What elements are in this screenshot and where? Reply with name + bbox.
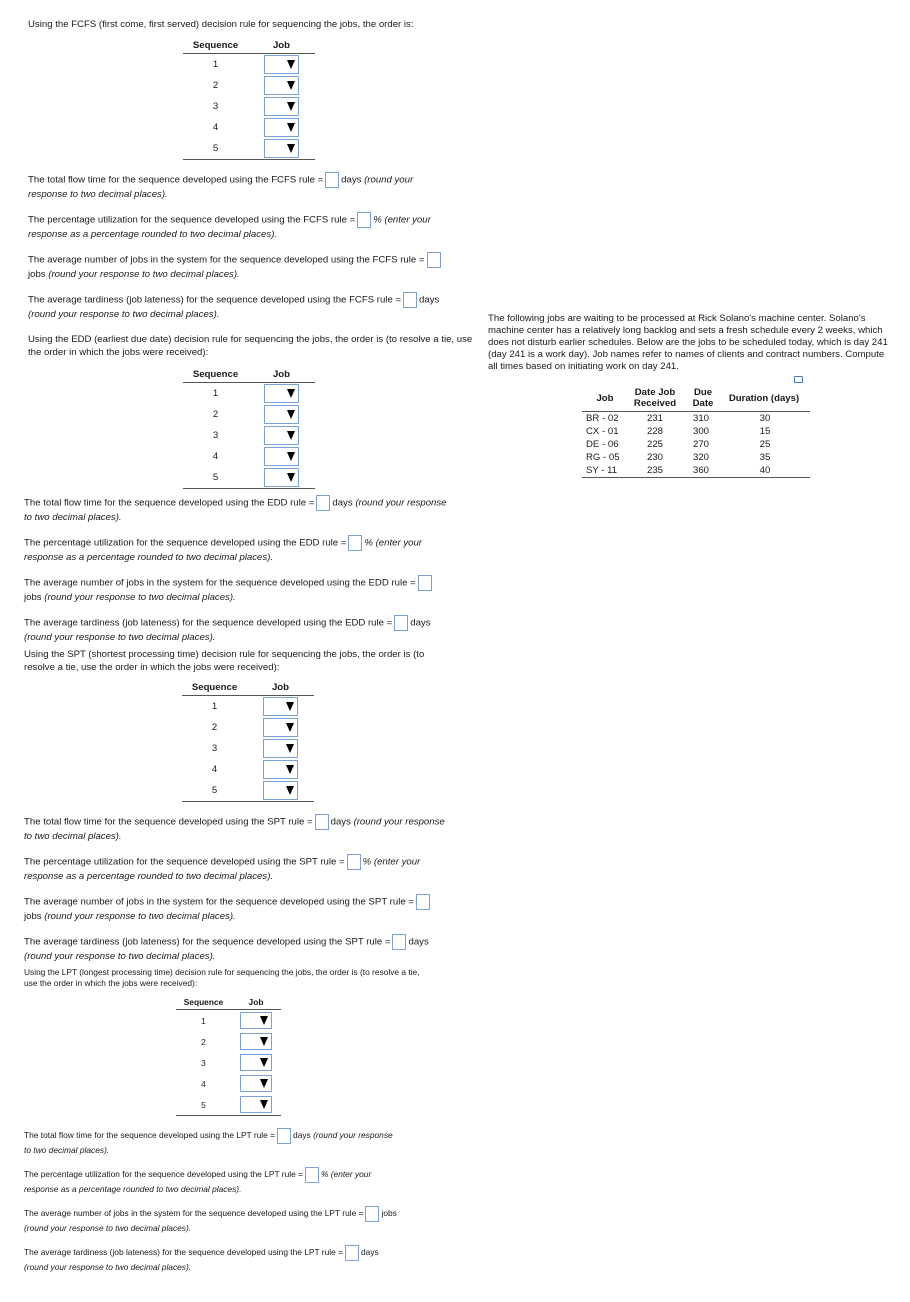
dropdown-arrow-icon xyxy=(287,452,295,461)
job-header: Job xyxy=(231,997,281,1010)
lpt-utilization-input[interactable] xyxy=(305,1167,319,1183)
sequence-number: 2 xyxy=(212,409,219,420)
sequence-number: 2 xyxy=(212,80,219,91)
sequence-number: 4 xyxy=(211,764,218,775)
problem-statement: The following jobs are waiting to be processed at Rick Solano's machine center. Solano's machine center has a relatively long backlog and sets a fresh schedule every 2 weeks, which does not disturb earlier schedules. Below are the jobs to be scheduled today, which is day 241 (day 241 is a work day). Job names refer to names of clients and contract numbers. Compute all times based on initiating work on day 241. xyxy=(488,313,888,372)
job-cell: SY - 11 xyxy=(582,464,628,478)
edd-tardiness-question: The average tardiness (job lateness) for the sequence developed using the EDD rule = days (round your response to two decimal places). xyxy=(24,615,476,645)
duration-cell: 30 xyxy=(759,413,771,424)
sequence-header: Sequence xyxy=(183,369,248,383)
dropdown-arrow-icon xyxy=(287,123,295,132)
sequence-number: 2 xyxy=(211,722,218,733)
fcfs-section xyxy=(28,18,478,322)
job-select[interactable] xyxy=(264,447,299,466)
fcfs-avg-jobs-input[interactable] xyxy=(427,252,441,268)
fcfs-avg-jobs-question: The average number of jobs in the system for the sequence developed using the FCFS rule = jobs (round your response to two decimal places). xyxy=(28,252,478,282)
edd-section xyxy=(24,333,476,645)
dropdown-arrow-icon xyxy=(287,102,295,111)
due-cell: 320 xyxy=(692,452,709,463)
job-header: Job xyxy=(247,682,314,696)
received-cell: 235 xyxy=(628,464,682,478)
spt-utilization-question: The percentage utilization for the sequence developed using the SPT rule = % (enter your response as a percentage rounded to two decimal places). xyxy=(24,854,454,884)
sequence-number: 1 xyxy=(201,1015,206,1026)
dropdown-arrow-icon xyxy=(287,410,295,419)
job-header: Job xyxy=(248,40,315,54)
fcfs-tardiness-input[interactable] xyxy=(403,292,417,308)
spt-tardiness-input[interactable] xyxy=(392,934,406,950)
sequence-number: 5 xyxy=(182,780,247,802)
spt-tardiness-question: The average tardiness (job lateness) for the sequence developed using the SPT rule = days (round your response to two decimal places). xyxy=(24,934,454,964)
lpt-tardiness-input[interactable] xyxy=(345,1245,359,1261)
edd-sequence-table xyxy=(183,369,315,489)
edd-flow-time-question: The total flow time for the sequence developed using the EDD rule = days (round your response to two decimal places). xyxy=(24,495,476,525)
job-select[interactable] xyxy=(264,468,299,487)
sequence-header: Sequence xyxy=(182,682,247,696)
spt-flow-time-input[interactable] xyxy=(315,814,329,830)
dropdown-arrow-icon xyxy=(286,744,294,753)
sequence-number: 1 xyxy=(212,59,219,70)
spt-flow-time-question: The total flow time for the sequence developed using the SPT rule = days (round your response to two decimal places). xyxy=(24,814,454,844)
sequence-number: 3 xyxy=(201,1057,206,1068)
duration-cell: 35 xyxy=(759,452,771,463)
received-cell: 231 xyxy=(646,413,663,424)
edd-flow-time-input[interactable] xyxy=(316,495,330,511)
lpt-avg-jobs-input[interactable] xyxy=(365,1206,379,1222)
job-cell: DE - 06 xyxy=(586,439,619,450)
spt-avg-jobs-question: The average number of jobs in the system for the sequence developed using the SPT rule = jobs (round your response to two decimal places). xyxy=(24,894,454,924)
sequence-number: 1 xyxy=(211,701,218,712)
fcfs-tardiness-question: The average tardiness (job lateness) for the sequence developed using the FCFS rule = days (round your response to two decimal places). xyxy=(28,292,478,322)
dropdown-arrow-icon xyxy=(260,1100,268,1109)
dropdown-arrow-icon xyxy=(287,389,295,398)
copy-data-icon[interactable] xyxy=(794,376,803,383)
lpt-utilization-question: The percentage utilization for the sequence developed using the LPT rule = % (enter your response as a percentage rounded to two decimal places). xyxy=(24,1167,424,1196)
sequence-number: 5 xyxy=(183,467,248,489)
dropdown-arrow-icon xyxy=(286,702,294,711)
dropdown-arrow-icon xyxy=(260,1037,268,1046)
lpt-tardiness-question: The average tardiness (job lateness) for the sequence developed using the LPT rule = days (round your response to two decimal places). xyxy=(24,1245,424,1274)
received-cell: 228 xyxy=(646,426,663,437)
duration-cell: 40 xyxy=(720,464,810,478)
job-select[interactable] xyxy=(263,760,298,779)
due-cell: 360 xyxy=(682,464,720,478)
edd-tardiness-input[interactable] xyxy=(394,615,408,631)
dropdown-arrow-icon xyxy=(286,723,294,732)
received-cell: 230 xyxy=(646,452,663,463)
job-cell: BR - 02 xyxy=(586,413,619,424)
job-select[interactable] xyxy=(240,1012,272,1029)
dropdown-arrow-icon xyxy=(286,765,294,774)
sequence-number: 4 xyxy=(212,122,219,133)
table-row xyxy=(582,438,810,451)
fcfs-flow-time-input[interactable] xyxy=(325,172,339,188)
due-cell: 310 xyxy=(692,413,709,424)
job-select[interactable] xyxy=(264,384,299,403)
sequence-number: 4 xyxy=(212,451,219,462)
lpt-intro: Using the LPT (longest processing time) decision rule for sequencing the jobs, the order is (to resolve a tie, use the order in which the jobs were received): xyxy=(24,967,420,988)
duration-cell: 15 xyxy=(759,426,771,437)
dropdown-arrow-icon xyxy=(287,81,295,90)
sequence-number: 5 xyxy=(176,1094,231,1116)
lpt-sequence-table xyxy=(176,997,281,1116)
fcfs-sequence-table xyxy=(183,40,315,160)
received-cell: 225 xyxy=(646,439,663,450)
duration-column-header: Duration (days) xyxy=(720,385,810,412)
sequence-number: 5 xyxy=(183,138,248,160)
dropdown-arrow-icon xyxy=(287,144,295,153)
spt-avg-jobs-input[interactable] xyxy=(416,894,430,910)
job-select[interactable] xyxy=(264,97,299,116)
job-select[interactable] xyxy=(264,55,299,74)
edd-avg-jobs-input[interactable] xyxy=(418,575,432,591)
jobs-table xyxy=(582,385,810,478)
duration-cell: 25 xyxy=(759,439,771,450)
job-select[interactable] xyxy=(264,139,299,158)
due-date-column-header: Due Date xyxy=(682,385,720,412)
lpt-avg-jobs-question: The average number of jobs in the system for the sequence developed using the LPT rule = jobs (round your response to two decimal places). xyxy=(24,1206,424,1235)
sequence-header: Sequence xyxy=(183,40,248,54)
fcfs-flow-time-question: The total flow time for the sequence developed using the FCFS rule = days (round your response to two decimal places). xyxy=(28,172,478,202)
dropdown-arrow-icon xyxy=(286,786,294,795)
dropdown-arrow-icon xyxy=(287,60,295,69)
fcfs-utilization-question: The percentage utilization for the sequence developed using the FCFS rule = % (enter your response as a percentage rounded to two decimal places). xyxy=(28,212,478,242)
job-select[interactable] xyxy=(263,718,298,737)
sequence-number: 4 xyxy=(201,1078,206,1089)
job-select[interactable] xyxy=(264,426,299,445)
dropdown-arrow-icon xyxy=(287,431,295,440)
table-row xyxy=(582,464,810,478)
job-select[interactable] xyxy=(263,739,298,758)
sequence-number: 1 xyxy=(212,388,219,399)
lpt-section xyxy=(24,967,424,1274)
job-select[interactable] xyxy=(264,76,299,95)
sequence-number: 3 xyxy=(211,743,218,754)
lpt-flow-time-question: The total flow time for the sequence developed using the LPT rule = days (round your response to two decimal places). xyxy=(24,1128,424,1157)
due-cell: 300 xyxy=(692,426,709,437)
job-select[interactable] xyxy=(240,1033,272,1050)
dropdown-arrow-icon xyxy=(260,1016,268,1025)
job-select[interactable] xyxy=(264,405,299,424)
problem-panel xyxy=(488,313,896,478)
job-select[interactable] xyxy=(240,1075,272,1092)
sequence-number: 3 xyxy=(212,430,219,441)
spt-intro: Using the SPT (shortest processing time) decision rule for sequencing the jobs, the order is (to resolve a tie, use the order in which the jobs were received): xyxy=(24,649,425,673)
table-row xyxy=(582,425,810,438)
fcfs-utilization-input[interactable] xyxy=(357,212,371,228)
spt-sequence-table xyxy=(182,682,314,802)
job-select[interactable] xyxy=(240,1054,272,1071)
job-header: Job xyxy=(248,369,315,383)
sequence-number: 3 xyxy=(212,101,219,112)
edd-avg-jobs-question: The average number of jobs in the system for the sequence developed using the EDD rule = jobs (round your response to two decimal places). xyxy=(24,575,476,605)
edd-utilization-input[interactable] xyxy=(348,535,362,551)
spt-section xyxy=(24,648,454,964)
due-cell: 270 xyxy=(692,439,709,450)
edd-intro: Using the EDD (earliest due date) decision rule for sequencing the jobs, the order is (to resolve a tie, use the order in which the jobs were received): xyxy=(28,334,473,358)
sequence-number: 2 xyxy=(201,1036,206,1047)
dropdown-arrow-icon xyxy=(287,473,295,482)
job-select[interactable] xyxy=(264,118,299,137)
job-cell: CX - 01 xyxy=(586,426,619,437)
sequence-header: Sequence xyxy=(176,997,231,1010)
lpt-flow-time-input[interactable] xyxy=(277,1128,291,1144)
spt-utilization-input[interactable] xyxy=(347,854,361,870)
job-cell: RG - 05 xyxy=(586,452,620,463)
edd-utilization-question: The percentage utilization for the sequence developed using the EDD rule = % (enter your response as a percentage rounded to two decimal places). xyxy=(24,535,476,565)
fcfs-intro: Using the FCFS (first come, first served) decision rule for sequencing the jobs, the order is: xyxy=(28,19,414,30)
job-select[interactable] xyxy=(263,697,298,716)
table-row xyxy=(582,412,810,426)
dropdown-arrow-icon xyxy=(260,1058,268,1067)
dropdown-arrow-icon xyxy=(260,1079,268,1088)
job-column-header: Job xyxy=(582,385,628,412)
table-row xyxy=(582,451,810,464)
job-select[interactable] xyxy=(263,781,298,800)
received-column-header: Date Job Received xyxy=(628,385,682,412)
job-select[interactable] xyxy=(240,1096,272,1113)
